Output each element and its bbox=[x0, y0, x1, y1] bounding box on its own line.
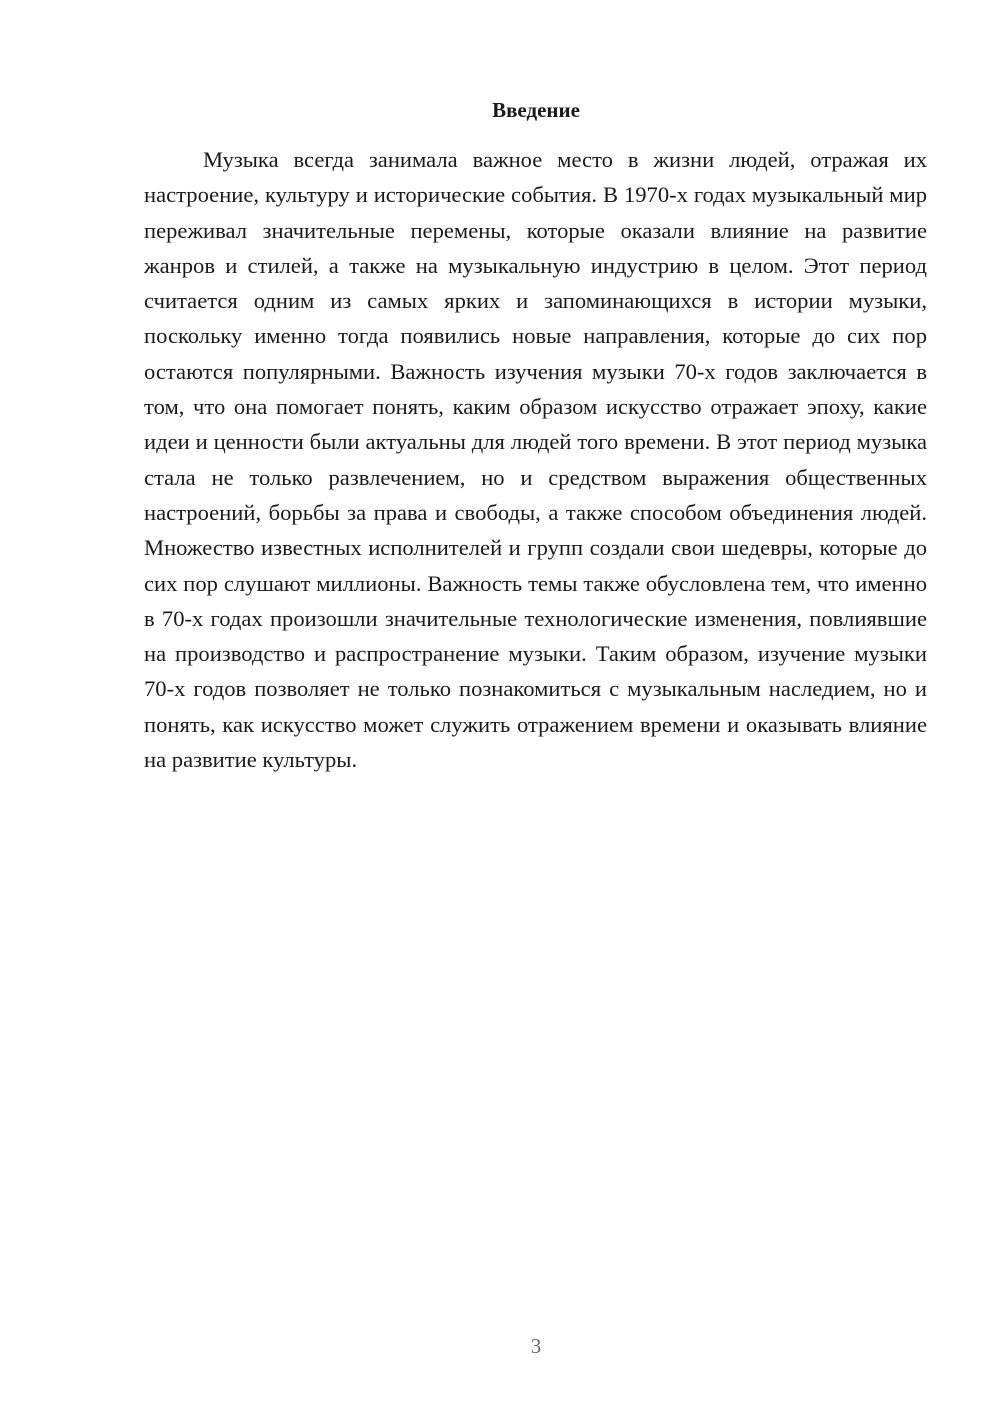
page-number: 3 bbox=[530, 1334, 542, 1358]
section-heading: Введение bbox=[492, 98, 580, 122]
body-paragraph: Музыка всегда занимала важное место в жизни людей, отражая их настроение, культуру и исторические события. В 1970-х годах музыкальный мир переживал значительные перемены, которые оказали влияние на развитие жанров и стилей, а также на музыкальную индустрию в целом. Этот период считается одним из самых ярких и запоминающихся в истории музыки, поскольку именно тогда появились новые направления, которые до сих пор остаются популярными. Важность изучения музыки 70-х годов заключается в том, что она помогает понять, каким образом искусство отражает эпоху, какие идеи и ценности были актуальны для людей того времени. В этот период музыка стала не только развлечением, но и средством выражения общественных настроений, борьбы за права и свободы, а также способом объединения людей. Множество известных исполнителей и групп создали свои шедевры, которые до сих пор слушают миллионы. Важность темы также обусловлена тем, что именно в 70-х годах произошли значительные технологические изменения, повлиявшие на производство и распространение музыки. Таким образом, изучение музыки 70-х годов позволяет не только познакомиться с музыкальным наследием, но и понять, как искусство может служить отражением времени и оказывать влияние на развитие культуры. bbox=[144, 147, 927, 773]
